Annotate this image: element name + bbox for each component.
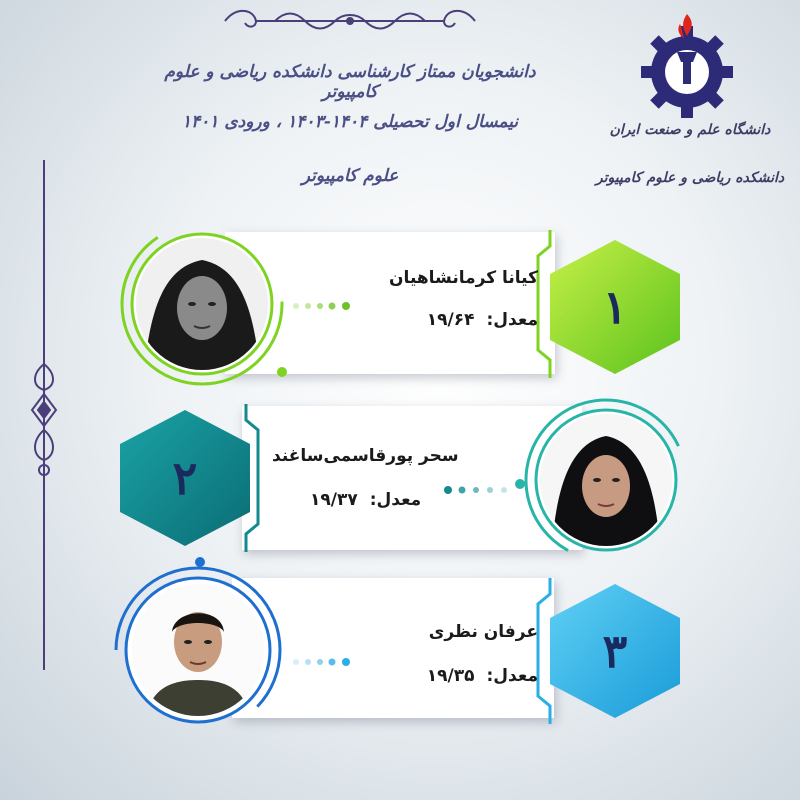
top-ornament-icon <box>215 6 485 36</box>
rank-3-number: ۳ <box>602 624 628 678</box>
student-1-average <box>427 310 538 330</box>
header-line-2: نیمسال اول تحصیلی ۱۴۰۴-۱۴۰۳ ، ورودی ۱۴۰۱ <box>181 112 519 132</box>
student-3-average <box>427 666 538 686</box>
faculty-name: دانشکده ریاضی و علوم کامپیوتر <box>595 170 785 186</box>
student-2-average <box>310 490 421 510</box>
header-line-3: علوم کامپیوتر <box>301 166 399 186</box>
student-1-name: کیانا کرمانشاهیان <box>389 268 538 288</box>
rank-1-number: ۱ <box>602 280 628 334</box>
student-3-photo <box>132 584 264 716</box>
university-logo-icon <box>632 10 742 120</box>
student-1-average-label: معدل: <box>486 310 538 330</box>
student-2-average-label: معدل: <box>369 490 422 510</box>
student-2-photo <box>540 414 672 546</box>
student-3-name: عرفان نظری <box>428 622 538 642</box>
university-name: دانشگاه علم و صنعت ایران <box>609 122 771 138</box>
rank-3-dots <box>290 656 360 668</box>
ornament-icon <box>28 360 60 480</box>
student-3-average-value: ۱۹/۳۵ <box>426 666 475 686</box>
portrait-icon <box>136 238 268 370</box>
portrait-icon <box>540 414 672 546</box>
student-2-average-value: ۱۹/۳۷ <box>310 490 358 510</box>
student-1-photo <box>136 238 268 370</box>
rank-2-number: ۲ <box>172 451 198 505</box>
student-1-average-value: ۱۹/۶۴ <box>426 310 475 330</box>
portrait-icon <box>132 584 264 716</box>
student-2-name: سحر پورقاسمی‌ساغند <box>272 446 459 466</box>
header-line-1: دانشجویان ممتاز کارشناسی دانشکده ریاضی و علوم کامپیوتر <box>164 62 536 102</box>
student-3-average-label: معدل: <box>486 666 538 686</box>
